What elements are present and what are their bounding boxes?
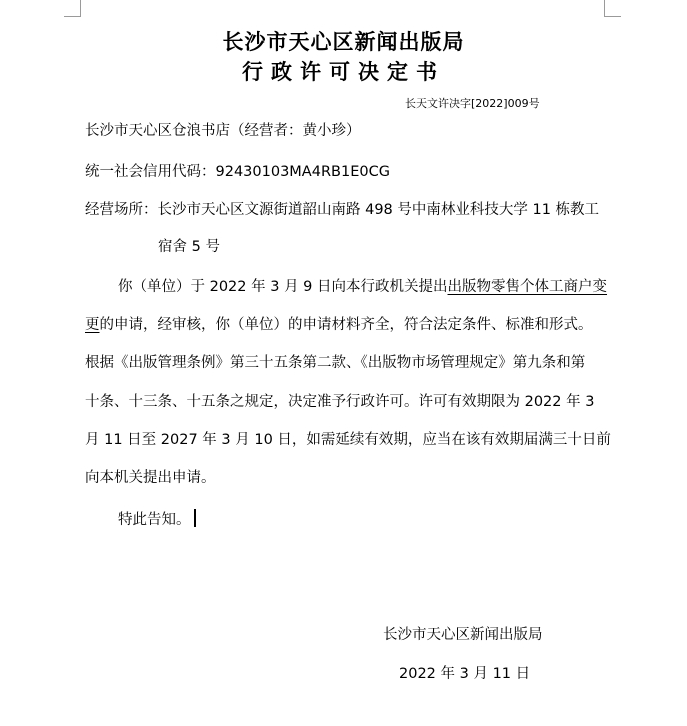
body-line-2-text: 的申请，经审核，你（单位）的申请材料齐全，符合法定条件、标准和形式。 bbox=[99, 317, 593, 333]
body-line-5: 月 11 日至 2027 年 3 月 10 日，如需延续有效期，应当在该有效期届满三十日前 bbox=[85, 432, 611, 448]
body-line-1 bbox=[118, 277, 607, 297]
page-corner-mark-left bbox=[64, 0, 81, 17]
signature-org: 长沙市天心区新闻出版局 bbox=[383, 627, 543, 643]
document-title: 长沙市天心区新闻出版局 bbox=[222, 29, 465, 54]
closing-text: 特此告知。 bbox=[118, 512, 191, 528]
address-line-1: 经营场所：长沙市天心区文源街道韶山南路 498 号中南林业科技大学 11 栋教工 bbox=[85, 202, 600, 218]
credit-code-line: 统一社会信用代码：92430103MA4RB1E0CG bbox=[85, 164, 390, 180]
body-line-6: 向本机关提出申请。 bbox=[85, 470, 216, 486]
page-corner-mark-right bbox=[604, 0, 621, 17]
body-line-4: 十条、十三条、十五条之规定，决定准予行政许可。许可有效期限为 2022 年 3 bbox=[85, 394, 595, 410]
body-line-3: 根据《出版管理条例》第三十五条第二款、《出版物市场管理规定》第九条和第 bbox=[85, 355, 586, 371]
application-type-underlined: 出版物零售个体工商户变 bbox=[447, 279, 608, 295]
document-number: 长天文许决字[2022]009号 bbox=[405, 97, 540, 110]
signature-date: 2022 年 3 月 11 日 bbox=[399, 666, 531, 682]
address-line-2: 宿舍 5 号 bbox=[158, 239, 220, 255]
closing-line[interactable] bbox=[118, 509, 196, 530]
document-subtitle: 行政许可决定书 bbox=[242, 59, 445, 84]
body-line-2 bbox=[85, 315, 593, 335]
application-type-underlined-end: 更 bbox=[85, 317, 100, 333]
body-line-1-text: 你（单位）于 2022 年 3 月 9 日向本行政机关提出 bbox=[118, 279, 448, 295]
text-cursor bbox=[194, 509, 196, 527]
recipient-line: 长沙市天心区仓浪书店（经营者：黄小珍） bbox=[85, 123, 361, 139]
